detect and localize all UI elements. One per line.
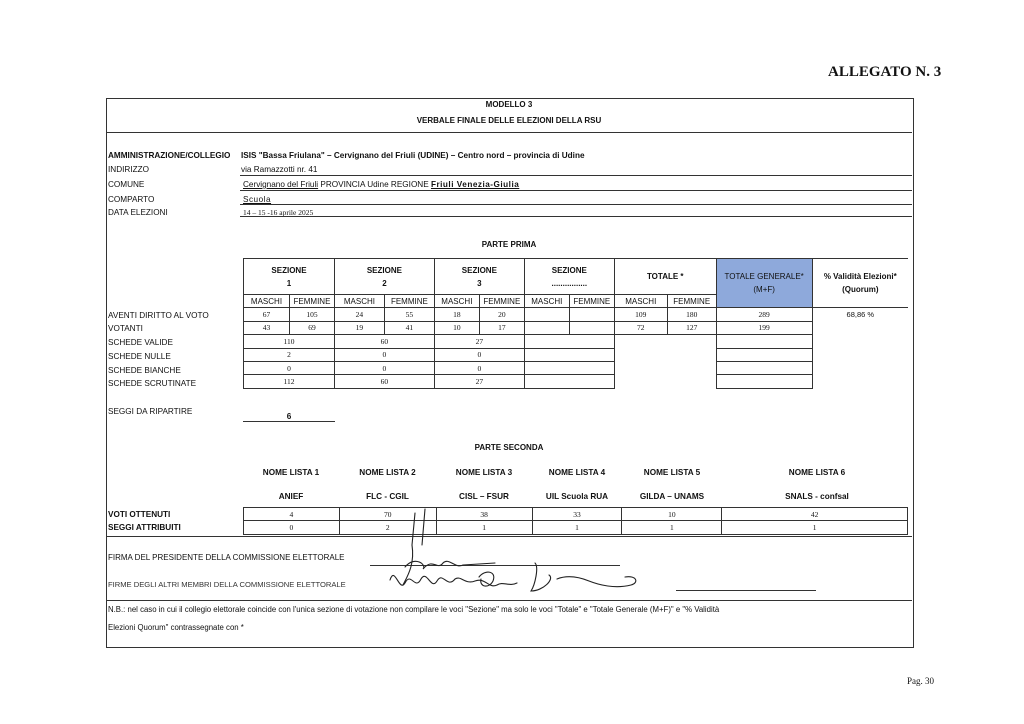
cell-value: 180 <box>667 308 716 321</box>
maschi-label: MASCHI <box>334 295 384 308</box>
firme-altri-label: FIRME DEGLI ALTRI MEMBRI DELLA COMMISSIONE ELETTORALE <box>108 580 346 589</box>
modello-title: MODELLO 3 <box>485 100 533 109</box>
divider <box>240 216 912 217</box>
lista-nome: NOME LISTA 3 <box>455 468 513 477</box>
mf-label: (M+F) <box>753 285 775 295</box>
cell-value: 0 <box>434 348 524 361</box>
lista-sigla: CISL – FSUR <box>459 492 509 501</box>
indirizzo-label: INDIRIZZO <box>108 165 149 174</box>
cell-value: 67 <box>244 308 290 321</box>
table-row <box>244 361 909 374</box>
data-label: DATA ELEZIONI <box>108 208 168 217</box>
row-label: SCHEDE SCRUTINATE <box>108 379 197 388</box>
amministrazione-label: AMMINISTRAZIONE/COLLEGIO <box>108 151 231 160</box>
seggi-value: 0 <box>244 521 340 534</box>
cell-value: 55 <box>384 308 434 321</box>
voti-value: 4 <box>244 508 340 521</box>
lista-sigla: UIL Scuola RUA <box>545 492 609 501</box>
cell-value: 289 <box>716 308 812 321</box>
cell-value: 17 <box>479 321 524 334</box>
femmine-label: FEMMINE <box>569 295 614 308</box>
table-row <box>244 321 909 334</box>
table-row <box>244 375 909 388</box>
divider <box>240 204 912 205</box>
seggi-ripartire-value: 6 <box>243 412 335 422</box>
lista-sigla: ANIEF <box>278 492 304 501</box>
amministrazione-value: ISIS "Bassa Friulana" – Cervignano del Friuli (UDINE) – Centro nord – provincia di Udine <box>241 151 585 160</box>
data-value: 14 – 15 -16 aprile 2025 <box>243 208 314 217</box>
cell-value: 105 <box>289 308 334 321</box>
seggi-value: 1 <box>436 521 532 534</box>
femmine-label: FEMMINE <box>384 295 434 308</box>
indirizzo-value: via Ramazzotti nr. 41 <box>241 165 318 174</box>
voti-value: 33 <box>532 508 622 521</box>
divider <box>107 132 912 133</box>
cell-value: 112 <box>244 375 335 388</box>
cell-value: 10 <box>434 321 479 334</box>
maschi-label: MASCHI <box>614 295 667 308</box>
lista-nome: NOME LISTA 4 <box>548 468 606 477</box>
cell-value: 2 <box>244 348 335 361</box>
lista-nome: NOME LISTA 1 <box>262 468 320 477</box>
cell-value: 43 <box>244 321 290 334</box>
cell-value: 0 <box>334 348 434 361</box>
table-row <box>244 348 909 361</box>
cell-value: 60 <box>334 335 434 348</box>
sezione-label: SEZIONE <box>461 265 497 275</box>
cell-value: 110 <box>244 335 335 348</box>
nota-line-1: N.B.: nel caso in cui il collegio elettorale coincide con l'unica sezione di votazione non compilare le voci "Sezione" ma solo le voci "Totale" e "Totale Generale (M+F)" e "% Validità <box>108 605 720 614</box>
maschi-label: MASCHI <box>244 295 290 308</box>
cell-value: 127 <box>667 321 716 334</box>
comparto-value: Scuola <box>243 195 272 204</box>
cell-value: 0 <box>434 361 524 374</box>
row-label: SCHEDE BIANCHE <box>108 366 181 375</box>
lista-sigla: GILDA – UNAMS <box>639 492 705 501</box>
maschi-label: MASCHI <box>434 295 479 308</box>
cell-value: 0 <box>334 361 434 374</box>
lista-nome: NOME LISTA 5 <box>643 468 701 477</box>
seggi-value: 1 <box>722 521 908 534</box>
cell-value: 72 <box>614 321 667 334</box>
sezione-label: SEZIONE <box>551 265 587 275</box>
seggi-value: 2 <box>339 521 436 534</box>
regione-label: REGIONE <box>390 180 429 189</box>
regione-value: Friuli Venezia-Giulia <box>430 180 520 189</box>
validita-value: 68,86 % <box>812 308 908 321</box>
row-label: AVENTI DIRITTO AL VOTO <box>108 311 209 320</box>
totale-header: TOTALE * <box>614 259 716 295</box>
seggi-value: 1 <box>622 521 722 534</box>
cell-value: 24 <box>334 308 384 321</box>
table-row <box>244 335 909 348</box>
row-label: VOTANTI <box>108 324 143 333</box>
cell-value: 109 <box>614 308 667 321</box>
seggi-value: 1 <box>532 521 622 534</box>
table-row <box>244 308 909 321</box>
comune-row <box>243 180 519 189</box>
voti-value: 38 <box>436 508 532 521</box>
lista-nome: NOME LISTA 2 <box>359 468 416 477</box>
cell-value: 27 <box>434 335 524 348</box>
femmine-label: FEMMINE <box>479 295 524 308</box>
cell-value: 69 <box>289 321 334 334</box>
voti-value: 70 <box>339 508 436 521</box>
lista-sigla: SNALS - confsal <box>785 492 849 501</box>
sezione-label: SEZIONE <box>271 265 307 275</box>
comune-value: Cervignano del Friuli <box>243 180 319 189</box>
row-label: SCHEDE VALIDE <box>108 338 173 347</box>
cell-value: 27 <box>434 375 524 388</box>
sezione-number: 1 <box>286 278 292 288</box>
lista-nome: NOME LISTA 6 <box>788 468 846 477</box>
parte-seconda-title: PARTE SECONDA <box>474 443 544 452</box>
voti-label: VOTI OTTENUTI <box>108 510 171 519</box>
voti-value: 10 <box>622 508 722 521</box>
cell-value: 41 <box>384 321 434 334</box>
firma-presidente-label: FIRMA DEL PRESIDENTE DELLA COMMISSIONE ELETTORALE <box>108 553 345 562</box>
voti-value: 42 <box>722 508 908 521</box>
seggi-attribuiti-label: SEGGI ATTRIBUITI <box>108 523 181 532</box>
provincia-text: PROVINCIA Udine <box>320 180 389 189</box>
sezione-number: 3 <box>477 278 482 288</box>
cell-value: 60 <box>334 375 434 388</box>
femmine-label: FEMMINE <box>667 295 716 308</box>
maschi-label: MASCHI <box>524 295 569 308</box>
cell-value: 20 <box>479 308 524 321</box>
divider <box>107 600 912 601</box>
sezione-number: 2 <box>382 278 387 288</box>
divider <box>240 190 912 191</box>
comparto-label: COMPARTO <box>108 195 155 204</box>
quorum-label: (Quorum) <box>842 285 879 295</box>
divider <box>240 175 912 176</box>
totale-generale-header: TOTALE GENERALE* <box>724 272 804 282</box>
verbale-title: VERBALE FINALE DELLE ELEZIONI DELLA RSU <box>416 116 602 125</box>
sezione-number: ................ <box>551 278 588 288</box>
parte-prima-table <box>243 258 908 389</box>
cell-value: 0 <box>244 361 335 374</box>
page-number: Pag. 30 <box>907 676 934 686</box>
cell-value: 18 <box>434 308 479 321</box>
signature-line <box>676 590 816 591</box>
lista-sigla: FLC - CGIL <box>366 492 409 501</box>
cell-value: 199 <box>716 321 812 334</box>
validita-header: % Validità Elezioni* <box>823 272 897 282</box>
row-label: SCHEDE NULLE <box>108 352 171 361</box>
signatures-image <box>385 505 655 600</box>
parte-prima-title: PARTE PRIMA <box>481 240 537 249</box>
sezione-label: SEZIONE <box>366 265 402 275</box>
allegato-title: ALLEGATO N. 3 <box>828 64 942 80</box>
seggi-ripartire-label: SEGGI DA RIPARTIRE <box>108 407 193 416</box>
femmine-label: FEMMINE <box>289 295 334 308</box>
comune-label: COMUNE <box>108 180 145 189</box>
nota-line-2: Elezioni Quorum" contrassegnate con * <box>108 623 244 632</box>
cell-value: 19 <box>334 321 384 334</box>
